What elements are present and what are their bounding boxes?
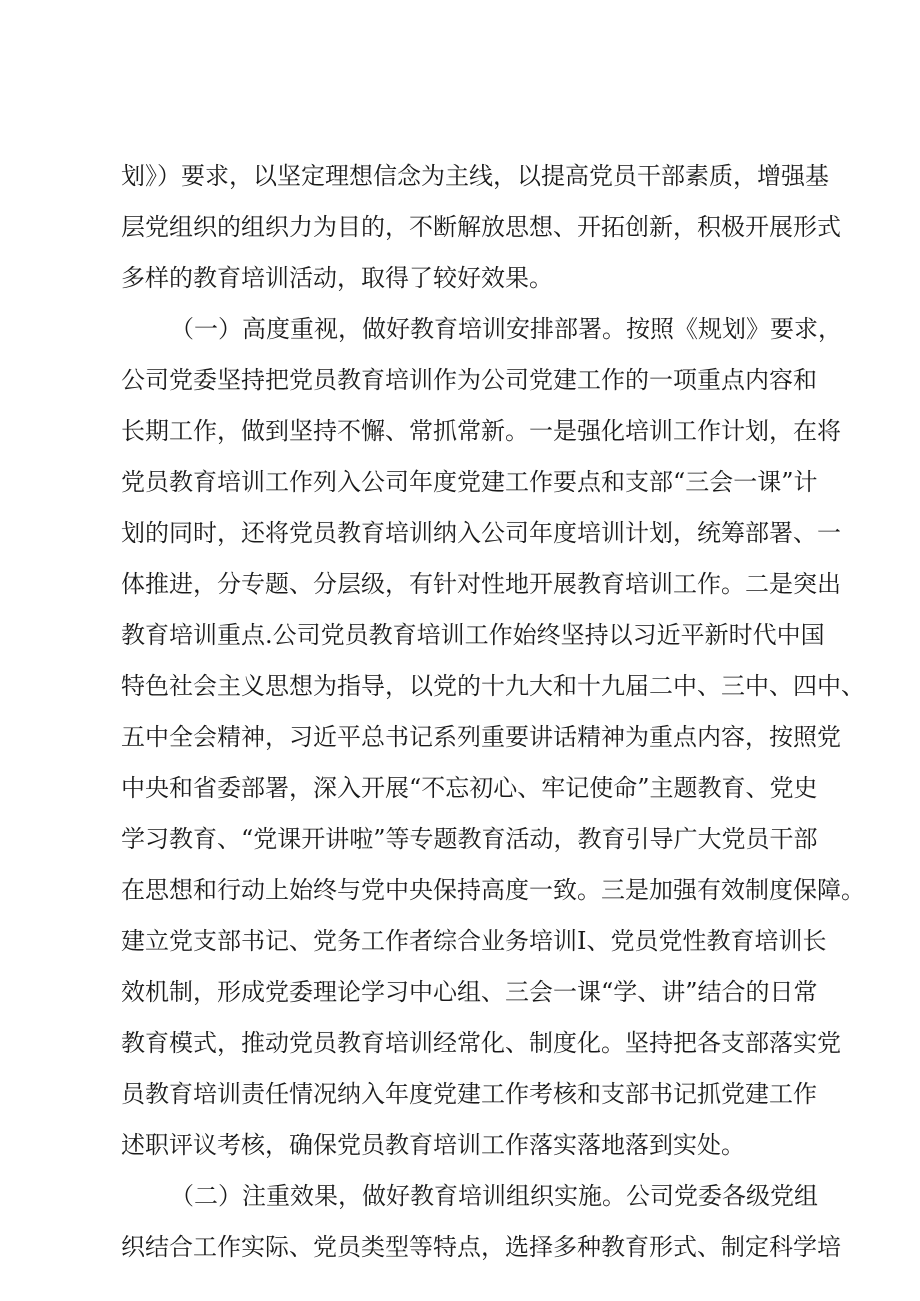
text-line: 述职评议考核，确保党员教育培训工作落实落地落到实处。 bbox=[121, 1131, 745, 1159]
text-line: 划的同时，还将党员教育培训纳入公司年度培训计划，统筹部署、一 bbox=[121, 519, 841, 547]
text-line: 织结合工作实际、党员类型等特点，选择多种教育形式、制定科学培 bbox=[121, 1233, 841, 1261]
text-line: 中央和省委部署，深入开展“不忘初心、牢记使命”主题教育、党史 bbox=[121, 774, 818, 802]
paragraph-heading-line: （一）高度重视，做好教育培训安排部署。按照《规划》要求， bbox=[170, 315, 842, 343]
text-line: 效机制，形成党委理论学习中心组、三会一课“学、讲”结合的日常 bbox=[121, 978, 818, 1006]
text-line: 长期工作，做到坚持不懈、常抓常新。一是强化培训工作计划，在将 bbox=[121, 417, 841, 445]
text-line: 教育培训重点.公司党员教育培训工作始终坚持以习近平新时代中国 bbox=[121, 621, 825, 649]
text-line: 在思想和行动上始终与党中央保持高度一致。三是加强有效制度保障。 bbox=[121, 876, 865, 904]
text-line: 特色社会主义思想为指导，以党的十九大和十九届二中、三中、四中、 bbox=[121, 672, 865, 700]
text-line: 层党组织的组织力为目的，不断解放思想、开拓创新，积极开展形式 bbox=[121, 213, 841, 241]
text-line: 划》）要求，以坚定理想信念为主线，以提高党员干部素质，增强基 bbox=[121, 162, 829, 190]
text-line: 员教育培训责任情况纳入年度党建工作考核和支部书记抓党建工作 bbox=[121, 1080, 817, 1108]
text-line: 五中全会精神，习近平总书记系列重要讲话精神为重点内容，按照党 bbox=[121, 723, 841, 751]
text-line: 党员教育培训工作列入公司年度党建工作要点和支部“三会一课”计 bbox=[121, 468, 818, 496]
text-line: 多样的教育培训活动，取得了较好效果。 bbox=[121, 264, 553, 292]
text-line: 教育模式，推动党员教育培训经常化、制度化。坚持把各支部落实党 bbox=[121, 1029, 841, 1057]
text-line: 公司党委坚持把党员教育培训作为公司党建工作的一项重点内容和 bbox=[121, 366, 817, 394]
text-line: 体推进，分专题、分层级，有针对性地开展教育培训工作。二是突出 bbox=[121, 570, 841, 598]
text-line: 建立党支部书记、党务工作者综合业务培训I、党员党性教育培训长 bbox=[121, 927, 827, 955]
text-line: 学习教育、“党课开讲啦”等专题教育活动，教育引导广大党员干部 bbox=[121, 825, 818, 853]
paragraph-heading-line: （二）注重效果，做好教育培训组织实施。公司党委各级党组 bbox=[170, 1182, 818, 1210]
